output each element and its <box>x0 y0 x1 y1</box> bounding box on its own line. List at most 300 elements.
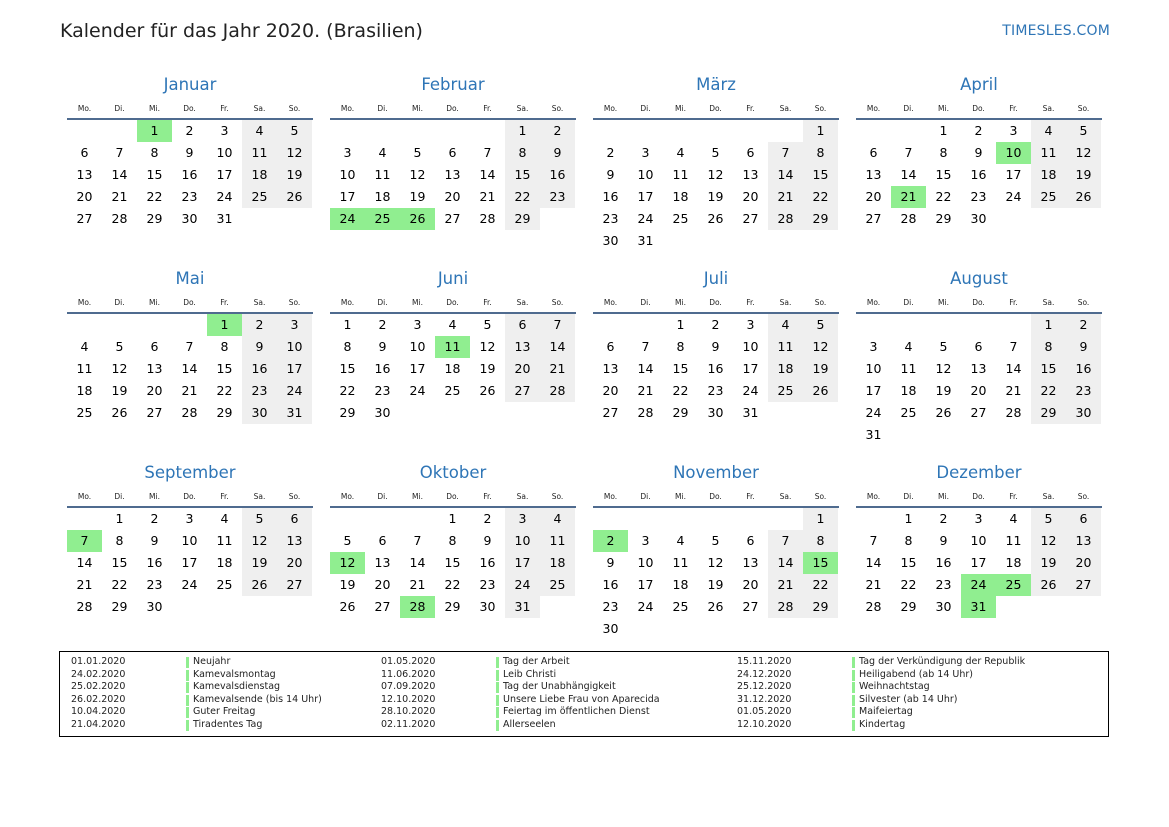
day-cell: 5 <box>1031 508 1066 530</box>
week-row <box>593 336 839 358</box>
day-cell: 23 <box>181 189 198 204</box>
holiday-date: 01.05.2020 <box>737 706 792 717</box>
weekday-label: Di. <box>903 492 914 501</box>
day-cell: 22 <box>339 383 356 398</box>
day-cell: 2 <box>974 123 983 138</box>
day-cell: 3 <box>641 533 650 548</box>
day-cell: 4 <box>904 339 913 354</box>
month-name: November <box>673 463 759 482</box>
holiday-marker <box>852 682 855 693</box>
empty-day-cell <box>365 508 400 530</box>
day-cell: 10 <box>339 167 356 182</box>
day-cell: 15 <box>444 555 461 570</box>
day-cell: 11 <box>216 533 233 548</box>
month-name: August <box>950 269 1008 288</box>
empty-day-cell <box>768 230 803 252</box>
empty-day-cell <box>628 508 663 530</box>
empty-day-cell <box>996 314 1031 336</box>
weekday-label: Di. <box>114 492 125 501</box>
day-cell: 27 <box>505 380 540 402</box>
week-row <box>856 380 1102 402</box>
day-cell: 28 <box>181 405 198 420</box>
day-cell: 14 <box>76 555 93 570</box>
day-cell: 19 <box>277 164 312 186</box>
weekday-header <box>330 488 576 508</box>
day-cell: 12 <box>277 142 312 164</box>
empty-day-cell <box>242 208 277 230</box>
day-cell: 25 <box>672 599 689 614</box>
day-cell: 17 <box>865 383 882 398</box>
empty-day-cell <box>1066 424 1101 446</box>
weekday-label: Fr. <box>746 298 755 307</box>
weekday-header <box>330 100 576 120</box>
week-row <box>67 574 313 596</box>
empty-day-cell <box>330 508 365 530</box>
day-cell: 12 <box>242 530 277 552</box>
day-cell: 4 <box>448 317 457 332</box>
weekday-label: Mi. <box>149 492 160 501</box>
day-cell: 7 <box>115 145 124 160</box>
day-cell: 24 <box>637 211 654 226</box>
holiday-date: 01.01.2020 <box>71 656 126 667</box>
empty-day-cell <box>277 208 312 230</box>
week-row <box>856 358 1102 380</box>
day-cell: 20 <box>374 577 391 592</box>
day-cell: 18 <box>374 189 391 204</box>
day-cell: 7 <box>185 339 194 354</box>
day-cell: 2 <box>150 511 159 526</box>
weekday-label: Mi. <box>149 298 160 307</box>
week-row <box>856 508 1102 530</box>
day-cell: 23 <box>1066 380 1101 402</box>
empty-day-cell <box>1031 424 1066 446</box>
day-cell: 18 <box>672 189 689 204</box>
day-cell: 17 <box>970 555 987 570</box>
day-cell: 30 <box>935 599 952 614</box>
day-cell: 22 <box>900 577 917 592</box>
weekday-label: Do. <box>446 104 459 113</box>
week-row <box>67 186 313 208</box>
day-cell: 11 <box>1031 142 1066 164</box>
weekday-label: So. <box>288 492 301 501</box>
week-row <box>67 164 313 186</box>
week-row <box>593 508 839 530</box>
weekday-label: Mi. <box>412 104 423 113</box>
day-cell: 23 <box>707 383 724 398</box>
weekday-label: So. <box>551 298 564 307</box>
day-cell: 19 <box>111 383 128 398</box>
day-cell: 3 <box>413 317 422 332</box>
day-cell: 13 <box>742 555 759 570</box>
holiday-marker <box>852 695 855 706</box>
day-cell: 6 <box>974 339 983 354</box>
day-cell: 18 <box>768 358 803 380</box>
empty-day-cell <box>663 508 698 530</box>
empty-day-cell <box>435 120 470 142</box>
day-cell: 3 <box>220 123 229 138</box>
day-cell: 30 <box>181 211 198 226</box>
empty-day-cell <box>628 618 663 640</box>
day-cell: 9 <box>242 336 277 358</box>
day-cell: 27 <box>865 211 882 226</box>
day-cell: 25 <box>768 380 803 402</box>
week-row <box>330 508 576 530</box>
holiday-day-cell: 1 <box>207 314 242 336</box>
day-cell: 1 <box>676 317 685 332</box>
week-row <box>330 142 576 164</box>
day-cell: 14 <box>768 164 803 186</box>
week-row <box>67 380 313 402</box>
day-cell: 26 <box>935 405 952 420</box>
day-cell: 29 <box>672 405 689 420</box>
day-cell: 15 <box>111 555 128 570</box>
day-cell: 30 <box>374 405 391 420</box>
empty-day-cell <box>400 508 435 530</box>
week-row <box>856 314 1102 336</box>
empty-day-cell <box>733 230 768 252</box>
day-cell: 22 <box>216 383 233 398</box>
day-cell: 30 <box>479 599 496 614</box>
months-grid <box>67 70 1102 652</box>
week-row <box>593 230 839 252</box>
day-cell: 30 <box>602 621 619 636</box>
day-cell: 12 <box>409 167 426 182</box>
day-cell: 23 <box>242 380 277 402</box>
day-cell: 20 <box>444 189 461 204</box>
day-cell: 4 <box>676 145 685 160</box>
week-row <box>67 530 313 552</box>
day-cell: 1 <box>939 123 948 138</box>
day-cell: 11 <box>768 336 803 358</box>
weekday-label: Mo. <box>603 298 618 307</box>
week-row <box>67 314 313 336</box>
holiday-date: 12.10.2020 <box>381 693 436 705</box>
day-cell: 19 <box>339 577 356 592</box>
day-cell: 8 <box>505 142 540 164</box>
month-calendar <box>593 458 839 652</box>
month-calendar <box>593 70 839 264</box>
weekday-label: Do. <box>183 104 196 113</box>
day-cell: 12 <box>803 336 838 358</box>
day-cell: 15 <box>146 167 163 182</box>
week-row <box>856 574 1102 596</box>
day-cell: 13 <box>1066 530 1101 552</box>
day-cell: 7 <box>1009 339 1018 354</box>
weekday-label: Di. <box>114 104 125 113</box>
week-row <box>330 186 576 208</box>
day-cell: 29 <box>505 208 540 230</box>
day-cell: 14 <box>409 555 426 570</box>
holiday-name: Tag der Verkündigung der Republik <box>859 656 1026 667</box>
day-cell: 9 <box>378 339 387 354</box>
day-cell: 22 <box>111 577 128 592</box>
weekday-label: Do. <box>709 492 722 501</box>
day-cell: 18 <box>1031 164 1066 186</box>
weekday-header <box>330 294 576 314</box>
day-cell: 28 <box>111 211 128 226</box>
day-cell: 5 <box>277 120 312 142</box>
week-row <box>330 208 576 230</box>
weekday-header <box>856 488 1102 508</box>
day-cell: 5 <box>939 339 948 354</box>
weekday-label: Sa. <box>1042 104 1055 113</box>
holiday-marker <box>186 682 189 693</box>
day-cell: 27 <box>1066 574 1101 596</box>
day-cell: 2 <box>540 120 575 142</box>
day-cell: 19 <box>935 383 952 398</box>
day-cell: 11 <box>540 530 575 552</box>
weekday-label: Mi. <box>675 492 686 501</box>
day-cell: 17 <box>637 577 654 592</box>
weekday-label: Di. <box>377 492 388 501</box>
weekday-label: Do. <box>446 492 459 501</box>
day-cell: 21 <box>768 186 803 208</box>
day-cell: 4 <box>80 339 89 354</box>
weekday-label: Fr. <box>483 298 492 307</box>
holiday-name: Maifeiertag <box>859 706 913 717</box>
holiday-name: Leib Christi <box>503 668 557 680</box>
day-cell: 3 <box>746 317 755 332</box>
day-cell: 12 <box>479 339 496 354</box>
holiday-marker <box>852 720 855 731</box>
day-cell: 26 <box>1066 186 1101 208</box>
day-cell: 20 <box>742 577 759 592</box>
day-cell: 1 <box>343 317 352 332</box>
weekday-label: Mo. <box>603 104 618 113</box>
day-cell: 28 <box>76 599 93 614</box>
weekday-label: Mo. <box>866 492 881 501</box>
day-cell: 3 <box>185 511 194 526</box>
day-cell: 29 <box>900 599 917 614</box>
day-cell: 10 <box>742 339 759 354</box>
day-cell: 23 <box>374 383 391 398</box>
empty-day-cell <box>698 230 733 252</box>
day-cell: 21 <box>111 189 128 204</box>
day-cell: 8 <box>220 339 229 354</box>
day-cell: 4 <box>1031 120 1066 142</box>
holiday-marker <box>186 707 189 718</box>
weekday-label: Mo. <box>77 492 92 501</box>
empty-day-cell <box>733 618 768 640</box>
day-cell: 28 <box>540 380 575 402</box>
week-row <box>330 164 576 186</box>
empty-day-cell <box>540 208 575 230</box>
weekday-label: Fr. <box>483 492 492 501</box>
day-cell: 17 <box>1005 167 1022 182</box>
holiday-date: 31.12.2020 <box>737 693 792 705</box>
day-cell: 6 <box>746 533 755 548</box>
month-calendar <box>67 264 313 458</box>
day-cell: 8 <box>150 145 159 160</box>
day-cell: 4 <box>220 511 229 526</box>
day-cell: 4 <box>768 314 803 336</box>
holiday-date: 11.06.2020 <box>381 668 436 680</box>
day-cell: 19 <box>1031 552 1066 574</box>
holiday-date: 25.12.2020 <box>737 681 792 692</box>
day-cell: 5 <box>711 145 720 160</box>
week-row <box>856 402 1102 424</box>
holiday-date: 12.10.2020 <box>737 718 792 730</box>
day-cell: 20 <box>146 383 163 398</box>
day-cell: 28 <box>865 599 882 614</box>
week-row <box>593 530 839 552</box>
day-cell: 24 <box>216 189 233 204</box>
weekday-label: Sa. <box>1042 298 1055 307</box>
empty-day-cell <box>172 596 207 618</box>
empty-day-cell <box>768 508 803 530</box>
holiday-name: Allerseelen <box>503 718 556 730</box>
weekday-label: So. <box>814 298 827 307</box>
week-row <box>856 142 1102 164</box>
day-cell: 16 <box>540 164 575 186</box>
empty-day-cell <box>891 314 926 336</box>
month-calendar <box>856 70 1102 264</box>
weekday-label: Mo. <box>77 298 92 307</box>
day-cell: 29 <box>146 211 163 226</box>
empty-day-cell <box>628 120 663 142</box>
day-cell: 20 <box>602 383 619 398</box>
month-calendar <box>856 264 1102 458</box>
day-cell: 1 <box>448 511 457 526</box>
empty-day-cell <box>1066 596 1101 618</box>
weekday-label: Fr. <box>220 104 229 113</box>
day-cell: 3 <box>869 339 878 354</box>
day-cell: 13 <box>970 361 987 376</box>
holiday-day-cell: 7 <box>67 530 102 552</box>
holiday-marker <box>852 657 855 668</box>
day-cell: 10 <box>637 555 654 570</box>
weekday-label: Sa. <box>779 104 792 113</box>
day-cell: 12 <box>1031 530 1066 552</box>
day-cell: 21 <box>181 383 198 398</box>
weekday-label: So. <box>1077 298 1090 307</box>
weekday-label: Do. <box>183 298 196 307</box>
week-row <box>593 402 839 424</box>
day-cell: 12 <box>707 167 724 182</box>
day-cell: 15 <box>935 167 952 182</box>
holiday-name: Tag der Unabhängigkeit <box>503 681 616 692</box>
day-cell: 1 <box>115 511 124 526</box>
empty-day-cell <box>698 120 733 142</box>
week-row <box>67 120 313 142</box>
day-cell: 13 <box>865 167 882 182</box>
weekday-label: Do. <box>972 492 985 501</box>
day-cell: 8 <box>343 339 352 354</box>
day-cell: 16 <box>242 358 277 380</box>
month-name: Oktober <box>419 463 487 482</box>
day-cell: 6 <box>1066 508 1101 530</box>
day-cell: 7 <box>540 314 575 336</box>
week-row <box>856 530 1102 552</box>
weekday-label: Fr. <box>220 298 229 307</box>
day-cell: 16 <box>707 361 724 376</box>
day-cell: 20 <box>505 358 540 380</box>
day-cell: 19 <box>479 361 496 376</box>
weekday-label: Mi. <box>149 104 160 113</box>
day-cell: 31 <box>505 596 540 618</box>
weekday-label: Fr. <box>1009 104 1018 113</box>
weekday-label: Sa. <box>253 298 266 307</box>
week-row <box>593 574 839 596</box>
day-cell: 4 <box>1009 511 1018 526</box>
empty-day-cell <box>926 424 961 446</box>
day-cell: 17 <box>277 358 312 380</box>
weekday-header <box>593 294 839 314</box>
holiday-marker <box>496 670 499 681</box>
day-cell: 1 <box>904 511 913 526</box>
weekday-label: Sa. <box>253 104 266 113</box>
week-row <box>856 164 1102 186</box>
day-cell: 6 <box>869 145 878 160</box>
empty-day-cell <box>593 120 628 142</box>
day-cell: 25 <box>242 186 277 208</box>
week-row <box>593 314 839 336</box>
empty-day-cell <box>996 424 1031 446</box>
holiday-date: 21.04.2020 <box>71 718 126 730</box>
empty-day-cell <box>593 314 628 336</box>
day-cell: 11 <box>672 555 689 570</box>
weekday-label: Mo. <box>340 104 355 113</box>
day-cell: 16 <box>479 555 496 570</box>
day-cell: 9 <box>606 555 615 570</box>
day-cell: 7 <box>641 339 650 354</box>
day-cell: 11 <box>900 361 917 376</box>
holiday-date: 25.02.2020 <box>71 681 126 692</box>
holiday-day-cell: 28 <box>400 596 435 618</box>
day-cell: 20 <box>277 552 312 574</box>
day-cell: 8 <box>448 533 457 548</box>
weekday-label: Mi. <box>938 104 949 113</box>
empty-day-cell <box>803 402 838 424</box>
empty-day-cell <box>67 314 102 336</box>
week-row <box>67 358 313 380</box>
weekday-label: Mi. <box>412 492 423 501</box>
weekday-label: Sa. <box>779 298 792 307</box>
day-cell: 5 <box>343 533 352 548</box>
day-cell: 6 <box>746 145 755 160</box>
week-row <box>593 596 839 618</box>
empty-day-cell <box>67 508 102 530</box>
day-cell: 28 <box>637 405 654 420</box>
day-cell: 24 <box>637 599 654 614</box>
day-cell: 15 <box>1031 358 1066 380</box>
day-cell: 2 <box>483 511 492 526</box>
empty-day-cell <box>961 314 996 336</box>
empty-day-cell <box>540 596 575 618</box>
day-cell: 14 <box>900 167 917 182</box>
day-cell: 26 <box>707 211 724 226</box>
empty-day-cell <box>733 120 768 142</box>
day-cell: 30 <box>1066 402 1101 424</box>
day-cell: 14 <box>768 552 803 574</box>
day-cell: 11 <box>672 167 689 182</box>
day-cell: 29 <box>444 599 461 614</box>
weekday-label: Mi. <box>675 298 686 307</box>
day-cell: 27 <box>742 599 759 614</box>
week-row <box>856 424 1102 446</box>
weekday-label: Di. <box>903 298 914 307</box>
day-cell: 16 <box>970 167 987 182</box>
day-cell: 25 <box>1031 186 1066 208</box>
brand-logo-text[interactable]: TIMESLES.COM <box>1002 23 1110 39</box>
day-cell: 21 <box>865 577 882 592</box>
holiday-day-cell: 2 <box>593 530 628 552</box>
weekday-label: Do. <box>972 298 985 307</box>
day-cell: 18 <box>76 383 93 398</box>
day-cell: 6 <box>277 508 312 530</box>
day-cell: 22 <box>146 189 163 204</box>
weekday-label: Fr. <box>220 492 229 501</box>
